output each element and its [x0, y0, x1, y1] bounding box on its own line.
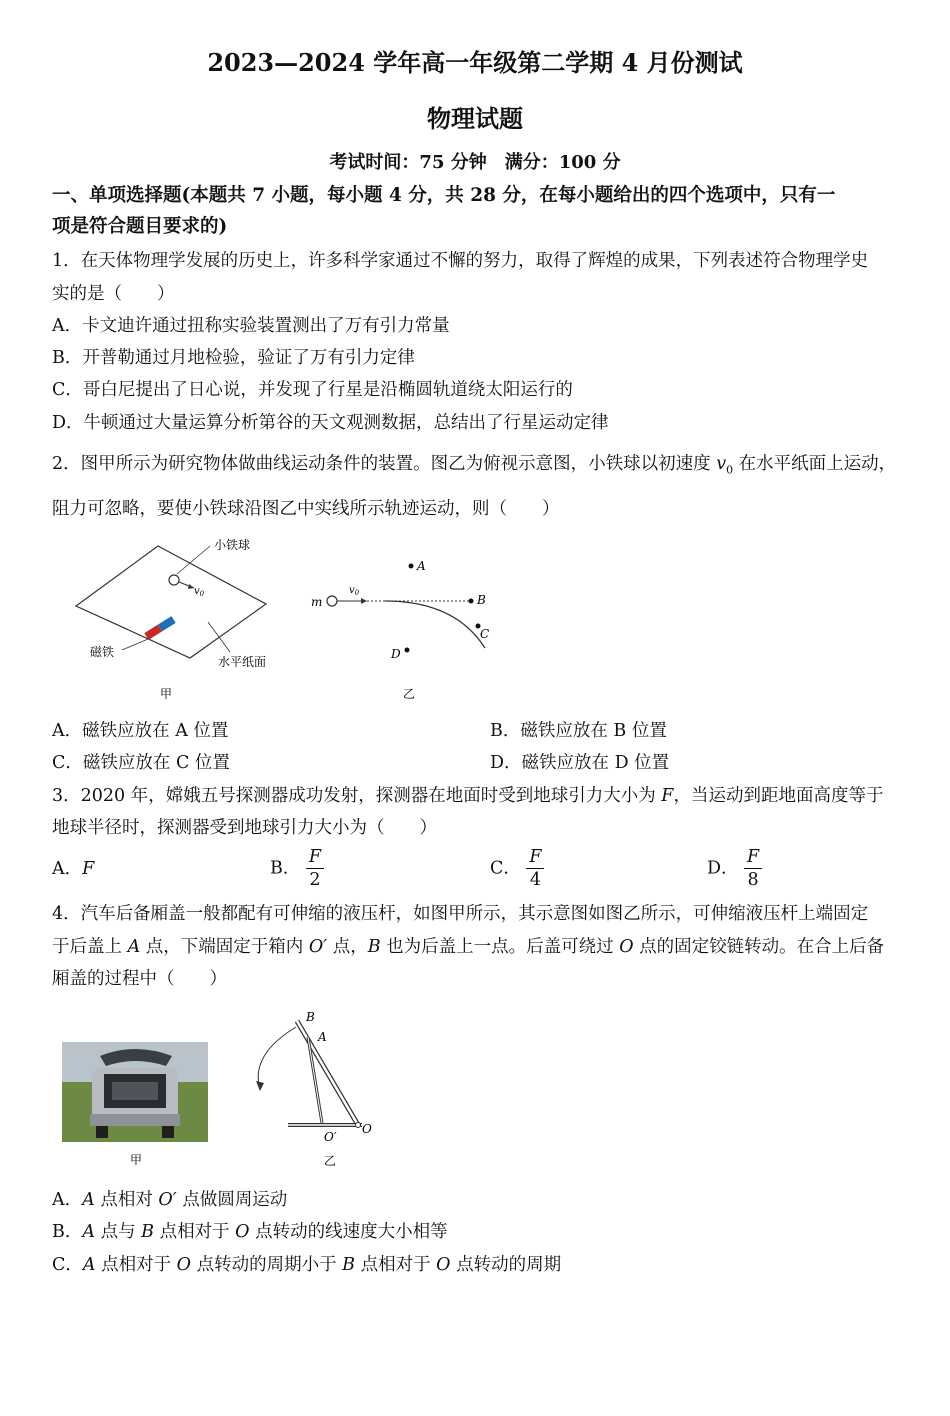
var: O: [176, 1255, 192, 1275]
text: 点相对: [94, 1190, 159, 1210]
car-bumper: [90, 1114, 180, 1126]
q4-text: 点，下端固定于箱内: [140, 937, 309, 957]
q4-text: 点，: [327, 937, 368, 957]
q3-option-d: [707, 846, 762, 891]
q4-point-o-prime: O′: [308, 937, 328, 957]
q3-c-den: 4: [529, 870, 542, 890]
q4-stem-line1: 4．汽车后备厢盖一般都配有可伸缩的液压杆，如图甲所示，其示意图如图乙所示，可伸缩液压杆上端固定: [52, 904, 869, 924]
magnet-leader-line: [122, 639, 148, 650]
q4-stem-line3: 厢盖的过程中（ ）: [52, 969, 227, 989]
q3-stem-text-b: ，当运动到距地面高度等于: [673, 786, 884, 806]
label-d: D: [391, 647, 401, 661]
ball-leader-line: [177, 546, 210, 574]
q4-figure-jia: [62, 1042, 210, 1172]
car-wheel-left: [96, 1126, 108, 1138]
subject-title: 物理试题: [427, 104, 523, 133]
var: A: [82, 1255, 96, 1275]
q2-stem-line2: 阻力可忽略，要使小铁球沿图乙中实线所示轨迹运动，则（ ）: [52, 499, 560, 519]
option-label: B．: [52, 1222, 83, 1242]
var: A: [82, 1190, 95, 1210]
text: 点相对于: [95, 1255, 177, 1275]
q3-stem-text-a: 3．2020 年，嫦娥五号探测器成功发射，探测器在地面时受到地球引力大小为: [52, 786, 662, 806]
trunk-lid-inner: [297, 1021, 358, 1125]
label-a: A: [417, 559, 426, 573]
q4-option-a: [52, 1187, 287, 1213]
label-paper: 水平纸面: [218, 655, 267, 669]
text: 点与: [95, 1222, 142, 1242]
q3-option-b-label: B．: [270, 858, 301, 879]
q2-figure-yi: [305, 550, 505, 700]
q1-option-a: A．卡文迪许通过扭称实验装置测出了万有引力常量: [52, 316, 450, 336]
q4-text: 点的固定铰链转动。在合上后备: [633, 937, 885, 957]
q1-option-c: C．哥白尼提出了日心说，并发现了行星是沿椭圆轨道绕太阳运行的: [52, 380, 573, 400]
q3-stem-line2: 地球半径时，探测器受到地球引力大小为（ ）: [52, 818, 437, 838]
q3-stem-line1: [52, 783, 883, 809]
car-seats: [112, 1082, 158, 1100]
q3-b-den: 2: [309, 870, 321, 890]
label-b: B: [477, 593, 486, 607]
q4-point-a: A: [127, 937, 141, 957]
curved-trajectory: [385, 601, 485, 648]
q3-option-c-label: C．: [490, 858, 521, 879]
exam-info: 考试时间：75 分钟 满分：100 分: [329, 152, 621, 173]
rotation-arrowhead: [256, 1081, 264, 1091]
q3-option-d-fraction: [744, 846, 762, 891]
text: 点转动的周期: [450, 1255, 562, 1275]
q2-option-c: C．磁铁应放在 C 位置: [52, 753, 230, 773]
q4-point-b: B: [367, 937, 381, 957]
label-v0-yi: $v_0$: [349, 585, 360, 597]
var: O: [235, 1222, 250, 1242]
var: O: [436, 1255, 451, 1275]
section-heading-line1: 一、单项选择题(本题共 7 小题，每小题 4 分，共 28 分，在每小题给出的四个选项中，只有一: [52, 185, 836, 206]
caption-q4-yi: 乙: [324, 1154, 337, 1168]
caption-yi: 乙: [403, 687, 416, 700]
q2-v0: v: [716, 454, 727, 474]
q2-option-d: D．磁铁应放在 D 位置: [490, 753, 670, 773]
q3-option-c-fraction: [526, 846, 544, 891]
rotation-arc: [258, 1027, 296, 1089]
q1-stem-line1: 1．在天体物理学发展的历史上，许多科学家通过不懈的努力，取得了辉煌的成果，下列表述符合物理学史: [52, 251, 869, 271]
point-a: [409, 564, 414, 569]
v0-arrowhead-yi: [361, 598, 367, 604]
point-b: [469, 599, 474, 604]
label-o-prime: O′: [324, 1130, 337, 1144]
q2-stem-line1: [52, 451, 896, 484]
option-label: C．: [52, 1255, 83, 1275]
q1-option-d: D．牛顿通过大量运算分析第谷的天文观测数据，总结出了行星运动定律: [52, 413, 609, 433]
label-v0-jia: $v_0$: [194, 586, 205, 598]
car-wheel-right: [162, 1126, 174, 1138]
q3-option-d-label: D．: [707, 858, 739, 879]
q4-text: 也为后盖上一点。后盖可绕过: [380, 937, 620, 957]
q3-option-a-value: F: [82, 859, 95, 879]
text: 点做圆周运动: [176, 1190, 288, 1210]
q3-f: F: [661, 786, 674, 806]
q3-c-num: F: [529, 847, 542, 867]
label-b-lid: B: [306, 1010, 315, 1024]
label-magnet: 磁铁: [90, 645, 115, 659]
q3-option-a-label: A．: [52, 859, 83, 879]
var: B: [342, 1255, 356, 1275]
section-heading-line2: 项是符合题目要求的): [52, 216, 228, 237]
text: 点相对于: [355, 1255, 437, 1275]
label-c: C: [480, 627, 490, 641]
caption-q4-jia: 甲: [130, 1153, 143, 1167]
q4-figure-yi: [248, 1005, 388, 1173]
q3-d-den: 8: [747, 870, 759, 890]
paper-leader-line: [208, 622, 230, 652]
q2-v0-sub: 0: [726, 463, 734, 477]
q2-stem-text-a: 2．图甲所示为研究物体做曲线运动条件的装置。图乙为俯视示意图，小铁球以初速度: [52, 454, 717, 474]
q2-figure-jia: [70, 536, 280, 701]
q3-option-a: [52, 856, 94, 882]
label-m: m: [311, 595, 323, 609]
q3-d-num: F: [747, 847, 760, 867]
q1-stem-line2: 实的是（ ）: [52, 284, 175, 304]
ball-yi: [327, 596, 337, 606]
q4-option-b: [52, 1219, 448, 1245]
text: 点转动的线速度大小相等: [249, 1222, 448, 1242]
var: O′: [158, 1190, 177, 1210]
q2-stem-text-b: 在水平纸面上运动，: [733, 454, 897, 474]
text: 点转动的周期小于: [191, 1255, 343, 1275]
exam-title: 2023—2024 学年高一年级第二学期 4 月份测试: [207, 48, 743, 77]
q2-option-a: A．磁铁应放在 A 位置: [52, 721, 229, 741]
caption-jia: 甲: [160, 687, 173, 701]
q4-text: 于后盖上: [52, 937, 128, 957]
text: 点相对于: [154, 1222, 236, 1242]
option-label: A．: [52, 1190, 83, 1210]
q4-stem-line2: [52, 934, 884, 960]
var: B: [141, 1222, 155, 1242]
paper-outline: [76, 546, 266, 658]
label-a-lid: A: [318, 1030, 327, 1044]
q1-option-b: B．开普勒通过月地检验，验证了万有引力定律: [52, 348, 415, 368]
q4-point-o: O: [619, 937, 634, 957]
q2-option-b: B．磁铁应放在 B 位置: [490, 721, 667, 741]
hinge-o: [356, 1123, 361, 1128]
iron-ball: [169, 575, 179, 585]
q3-option-b-fraction: [306, 846, 324, 891]
point-d: [405, 648, 410, 653]
q3-option-b: [270, 846, 324, 891]
q3-option-c: [490, 846, 544, 891]
q4-option-c: [52, 1252, 561, 1278]
q3-b-num: F: [308, 847, 322, 867]
var: A: [82, 1222, 96, 1242]
label-o: O: [362, 1122, 372, 1136]
label-iron-ball: 小铁球: [214, 538, 251, 552]
